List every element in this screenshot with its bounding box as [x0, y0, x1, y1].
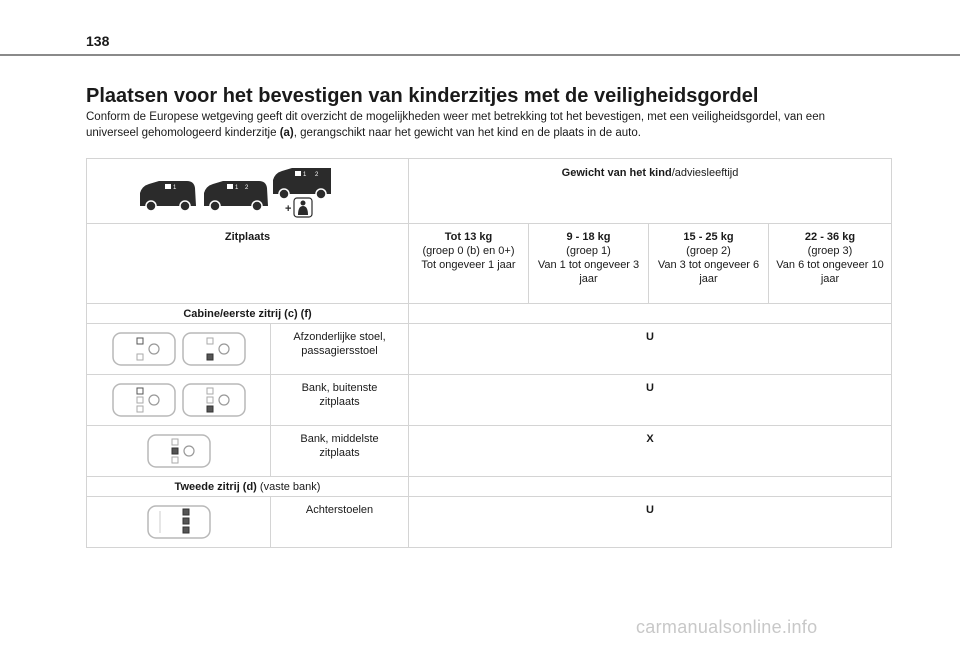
page-number: 138: [86, 33, 110, 49]
group-number: (groep 3): [807, 245, 853, 257]
group-cell: [409, 224, 529, 304]
group-number: (groep 0 (b) en 0+): [422, 245, 515, 257]
seat-plan-icon: [111, 330, 249, 368]
section-empty-cell: [409, 304, 892, 324]
section-empty-cell: [409, 477, 892, 497]
section-label-cell: [87, 304, 409, 324]
van-icon: [137, 166, 332, 218]
value-cell: [409, 375, 892, 426]
vans-cell: [87, 159, 409, 224]
seat-label-cell: [271, 497, 409, 548]
seat-value: U: [646, 504, 654, 516]
watermark: carmanualsonline.info: [636, 617, 818, 637]
svg-text:2: 2: [245, 185, 249, 191]
section-label: [87, 304, 408, 321]
section-row-first-row: [87, 304, 892, 324]
group-age: Van 3 tot ongeveer 6 jaar: [657, 259, 760, 285]
table-row: [87, 324, 892, 375]
intro-text-2: , gerangschikt naar het gewicht van het kind en de plaats in de auto.: [293, 127, 641, 139]
seat-label: Bank, buitenste zitplaats: [301, 382, 378, 408]
group-cell: [529, 224, 649, 304]
value-cell: [409, 426, 892, 477]
weight-header: [409, 159, 891, 180]
seat-header: Zitplaats: [87, 224, 409, 304]
seat-plan-cell: [87, 426, 271, 477]
section-label-rest: (vaste bank): [256, 481, 321, 493]
group-weight: 22 - 36 kg: [804, 231, 856, 243]
svg-text:1: 1: [303, 172, 307, 178]
section-label-bold: Tweede zitrij (d): [174, 481, 257, 493]
section-label: [87, 477, 408, 494]
weight-header-bold: Gewicht van het kind: [561, 167, 672, 179]
group-weight: 9 - 18 kg: [566, 231, 611, 243]
group-weight: Tot 13 kg: [444, 231, 493, 243]
seat-value: U: [646, 382, 654, 394]
seat-value: U: [646, 331, 654, 343]
group-age: Tot ongeveer 1 jaar: [421, 259, 516, 271]
svg-text:2: 2: [315, 172, 319, 178]
seat-label-cell: [271, 324, 409, 375]
van-long-icon: [273, 168, 331, 199]
intro-paragraph: [86, 109, 876, 141]
seat-plan-icon: [146, 503, 214, 541]
table-row: [87, 375, 892, 426]
seat-label-cell: [271, 426, 409, 477]
page-title: Plaatsen voor het bevestigen van kinderzitjes met de veiligheidsgordel: [86, 85, 759, 107]
van-short-icon: [140, 181, 196, 211]
svg-text:+: +: [285, 203, 292, 215]
group-header-row: [87, 224, 892, 304]
intro-text-1: Conform de Europese wetgeving geeft dit overzicht de mogelijkheden weer met betrekking tot het bevestigen, met een veiligheidsgordel, van een universeel gehomologeerd kinderzitje: [86, 111, 825, 139]
seat-label: Bank, middelste zitplaats: [300, 433, 379, 459]
table-row: [87, 497, 892, 548]
seat-label: Afzonderlijke stoel, passagiersstoel: [293, 331, 386, 357]
seat-plan-cell: [87, 375, 271, 426]
seat-plan-icon: [111, 381, 249, 419]
intro-ref: (a): [279, 127, 294, 139]
section-label-cell: [87, 477, 409, 497]
svg-text:1: 1: [235, 185, 239, 191]
svg-text:1: 1: [173, 185, 177, 191]
child-seat-table: [86, 158, 892, 548]
group-cell: [769, 224, 892, 304]
weight-header-cell: [409, 159, 892, 224]
weight-header-rest: /adviesleeftijd: [671, 167, 739, 179]
table-row: [87, 426, 892, 477]
seat-label-cell: [271, 375, 409, 426]
seat-plan-icon: [146, 432, 214, 470]
group-number: (groep 2): [686, 245, 731, 257]
group-age: Van 6 tot ongeveer 10 jaar: [776, 259, 884, 285]
table-header-row: [87, 159, 892, 224]
seat-label: Achterstoelen: [305, 504, 374, 516]
seat-value: X: [646, 433, 654, 445]
value-cell: [409, 324, 892, 375]
group-number: (groep 1): [566, 245, 611, 257]
group-cell: [649, 224, 769, 304]
child-seat-icon: [294, 198, 312, 217]
section-label-bold: Cabine/eerste zitrij (c) (f): [183, 308, 312, 320]
seat-plan-cell: [87, 324, 271, 375]
seat-plan-cell: [87, 497, 271, 548]
group-age: Van 1 tot ongeveer 3 jaar: [537, 259, 640, 285]
header-divider: [0, 54, 960, 56]
section-row-second-row: [87, 477, 892, 497]
value-cell: [409, 497, 892, 548]
group-weight: 15 - 25 kg: [683, 231, 734, 243]
van-medium-icon: [204, 181, 268, 211]
